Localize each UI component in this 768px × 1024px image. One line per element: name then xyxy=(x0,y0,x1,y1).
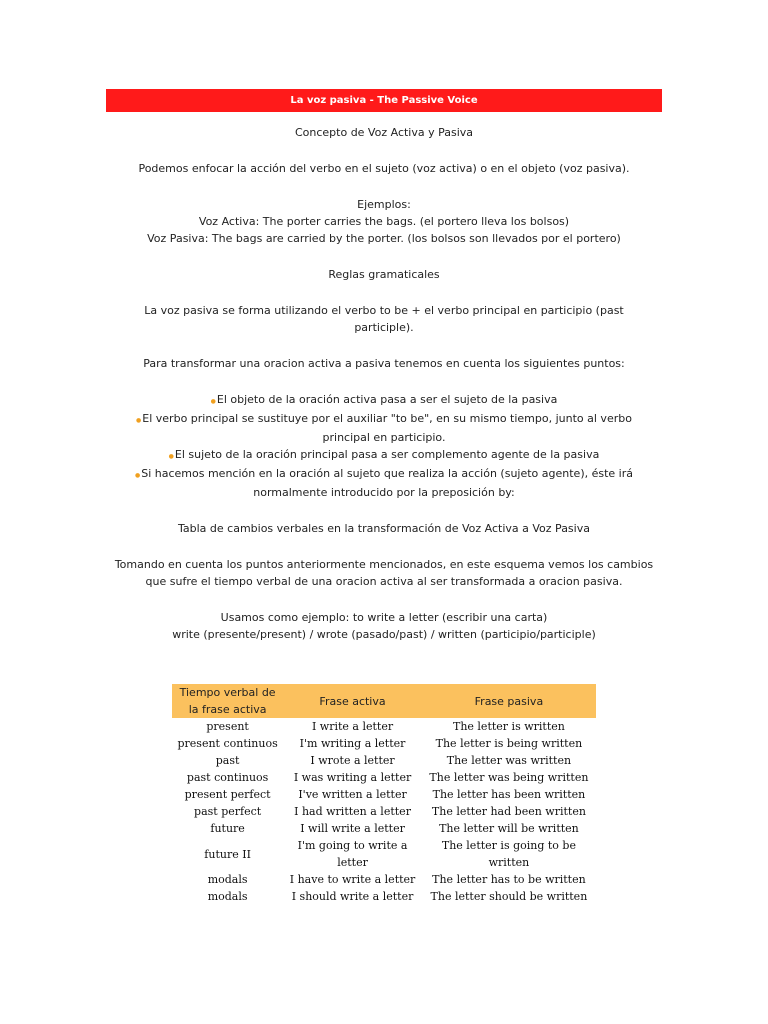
tense-cell: future xyxy=(210,822,245,835)
list-item: ●El sujeto de la oración principal pasa a ser complemento agente de la pasiva xyxy=(168,448,600,461)
passive-cell: The letter had been written xyxy=(431,805,586,818)
changes-heading: Tabla de cambios verbales en la transformación de Voz Activa a Voz Pasiva xyxy=(178,522,590,535)
intro-paragraph: Podemos enfocar la acción del verbo en el sujeto (voz activa) o en el objeto (voz pasiva). xyxy=(138,162,630,175)
page-title: La voz pasiva - The Passive Voice xyxy=(106,89,662,112)
list-item: ●Si hacemos mención en la oración al sujeto que realiza la acción (sujeto agente), éste irá normalmente introducido por la preposición by: xyxy=(134,467,634,499)
passive-cell: The letter was being written xyxy=(429,771,589,784)
document-body xyxy=(106,124,662,643)
passive-cell: The letter was written xyxy=(446,754,572,767)
active-cell: I will write a letter xyxy=(300,822,405,835)
passive-cell: The letter is going to be written xyxy=(441,839,576,869)
concept-heading: Concepto de Voz Activa y Pasiva xyxy=(294,126,474,139)
list-item: ●El objeto de la oración activa pasa a ser el sujeto de la pasiva xyxy=(210,393,558,406)
table-row xyxy=(172,803,596,820)
passive-cell: The letter has to be written xyxy=(432,873,586,886)
passive-cell: The letter has been written xyxy=(432,788,586,801)
tense-cell: modals xyxy=(207,873,248,886)
formation-rule: La voz pasiva se forma utilizando el verbo to be + el verbo principal en participio (past participle). xyxy=(144,304,624,334)
list-item: ●El verbo principal se sustituye por el auxiliar "to be", en su mismo tiempo, junto al verbo principal en participio. xyxy=(136,412,632,444)
active-cell: I've written a letter xyxy=(298,788,407,801)
tense-cell: past continuos xyxy=(186,771,269,784)
bullet-icon: ● xyxy=(168,453,174,460)
example-passive: Voz Pasiva: The bags are carried by the porter. (los bolsos son llevados por el portero) xyxy=(147,232,621,245)
rules-heading: Reglas gramaticales xyxy=(328,268,440,281)
tense-cell: present continuos xyxy=(177,737,278,750)
table-row xyxy=(172,837,596,871)
bullet-icon: ● xyxy=(210,398,216,405)
active-cell: I have to write a letter xyxy=(289,873,416,886)
table-row xyxy=(172,752,596,769)
active-cell: I was writing a letter xyxy=(293,771,412,784)
example-line-1: Usamos como ejemplo: to write a letter (escribir una carta) xyxy=(220,611,548,624)
examples-label: Ejemplos: xyxy=(357,198,411,211)
table-row xyxy=(172,718,596,735)
tense-cell: present perfect xyxy=(184,788,271,801)
document-page xyxy=(106,89,662,643)
passive-cell: The letter will be written xyxy=(439,822,579,835)
rules-list xyxy=(106,391,662,501)
table-row xyxy=(172,888,596,905)
tense-cell: past xyxy=(215,754,240,767)
transform-intro: Para transformar una oracion activa a pasiva tenemos en cuenta los siguientes puntos: xyxy=(143,357,625,370)
example-line-2: write (presente/present) / wrote (pasado/past) / written (participio/participle) xyxy=(172,628,596,641)
passive-cell: The letter should be written xyxy=(430,890,588,903)
table-row xyxy=(172,735,596,752)
tense-cell: modals xyxy=(207,890,248,903)
column-header-active: Frase activa xyxy=(283,684,422,718)
passive-cell: The letter is being written xyxy=(435,737,583,750)
table-row xyxy=(172,820,596,837)
table-row xyxy=(172,769,596,786)
table-header-row xyxy=(172,684,596,718)
tense-cell: past perfect xyxy=(194,805,262,818)
verb-tense-table xyxy=(172,684,596,905)
column-header-tense: Tiempo verbal de la frase activa xyxy=(172,684,283,718)
active-cell: I'm writing a letter xyxy=(299,737,406,750)
table-row xyxy=(172,871,596,888)
active-cell: I wrote a letter xyxy=(310,754,395,767)
changes-description: Tomando en cuenta los puntos anteriormente mencionados, en este esquema vemos los cambios que sufre el tiempo verbal de una oracion activa al ser transformada a oracion pasiva. xyxy=(114,558,654,588)
passive-cell: The letter is written xyxy=(452,720,565,733)
active-cell: I should write a letter xyxy=(291,890,414,903)
table-row xyxy=(172,786,596,803)
bullet-icon: ● xyxy=(134,472,141,479)
active-cell: I write a letter xyxy=(311,720,394,733)
tense-cell: present xyxy=(206,720,249,733)
example-active: Voz Activa: The porter carries the bags. (el portero lleva los bolsos) xyxy=(198,215,570,228)
active-cell: I had written a letter xyxy=(294,805,411,818)
column-header-passive: Frase pasiva xyxy=(422,684,596,718)
bullet-icon: ● xyxy=(136,417,142,424)
tense-cell: future II xyxy=(204,847,251,861)
active-cell: I'm going to write a letter xyxy=(297,839,408,869)
